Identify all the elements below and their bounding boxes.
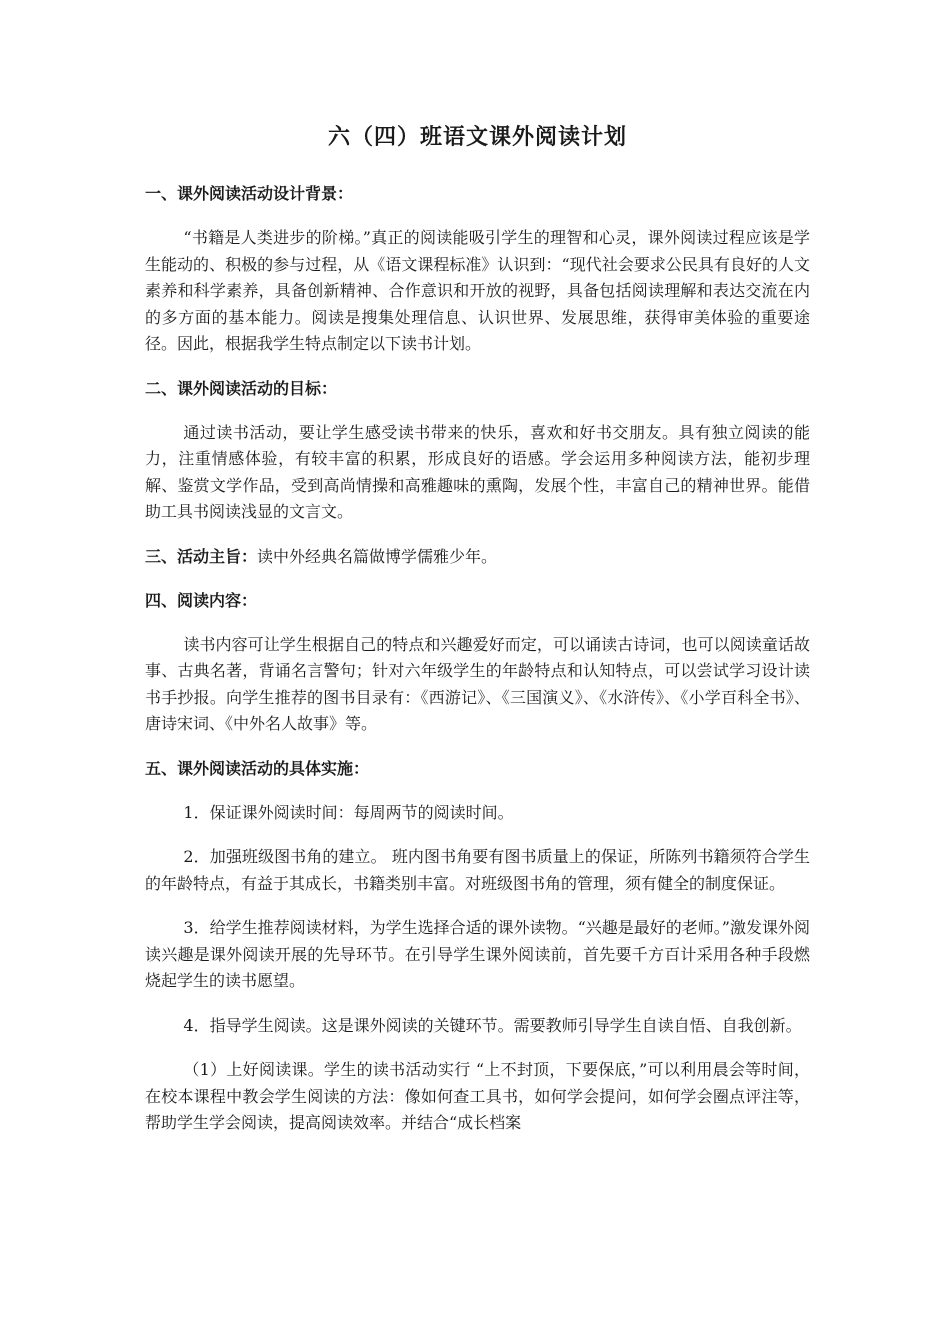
paragraph-goals: 通过读书活动，要让学生感受读书带来的快乐，喜欢和好书交朋友。具有独立阅读的能力，注重情感体验，有较丰富的积累，形成良好的语感。学会运用多种阅读方法，能初步理解、鉴赏文学作品，受到高尚情操和高雅趣味的熏陶，发展个性，丰富自己的精神世界。能借助工具书阅读浅显的文言文。 [145, 422, 810, 521]
section-heading-goals: 二、课外阅读活动的目标： [145, 378, 338, 398]
document-page [145, 120, 810, 1155]
paragraph-content: 读书内容可让学生根据自己的特点和兴趣爱好而定，可以诵读古诗词，也可以阅读童话故事、古典名著，背诵名言警句；针对六年级学生的年龄特点和认知特点，可以尝试学习设计读书手抄报。向学生推荐的图书目录有：《西游记》、《三国演义》、《水浒传》、《小学百科全书》、唐诗宋词、《中外名人故事》等。 [145, 634, 810, 733]
document-title: 六（四）班语文课外阅读计划 [327, 124, 627, 150]
theme-text: 读中外经典名篇做博学儒雅少年。 [257, 546, 498, 566]
section-heading-theme: 三、活动主旨： [145, 546, 258, 566]
section-heading-implementation: 五、课外阅读活动的具体实施： [145, 758, 370, 778]
section-heading-background: 一、课外阅读活动设计背景： [145, 184, 354, 203]
paragraph-background: “书籍是人类进步的阶梯。”真正的阅读能吸引学生的理智和心灵，课外阅读过程应该是学生能动的、积极的参与过程，从《语文课程标准》认识到：“现代社会要求公民具有良好的人文素养和科学素养，具备创新精神、合作意识和开放的视野，具备包括阅读理解和表达交流在内的多方面的基本能力。阅读是搜集处理信息、认识世界、发展思维，获得审美体验的重要途径。因此，根据我学生特点制定以下读书计划。 [145, 228, 810, 353]
implementation-item-3: 3．给学生推荐阅读材料，为学生选择合适的课外读物。“兴趣是最好的老师。”激发课外阅读兴趣是课外阅读开展的先导环节。在引导学生课外阅读前，首先要千方百计采用各种手段燃烧起学生的读书愿望。 [145, 918, 810, 990]
implementation-item-1: 1．保证课外阅读时间：每周两节的阅读时间。 [183, 802, 514, 822]
implementation-item-2: 2．加强班级图书角的建立。 班内图书角要有图书质量上的保证，所陈列书籍须符合学生的年龄特点，有益于其成长，书籍类别丰富。对班级图书角的管理，须有健全的制度保证。 [145, 847, 810, 893]
implementation-item-4: 4．指导学生阅读。这是课外阅读的关键环节。需要教师引导学生自读自悟、自我创新。 [183, 1015, 802, 1035]
implementation-item-4-1: （1）上好阅读课。学生的读书活动实行 “上不封顶，下要保底，”可以利用晨会等时间，在校本课程中教会学生阅读的方法：像如何查工具书，如何学会提问，如何学会圈点评注等，帮助学生学会阅读，提高阅读效率。并结合“成长档案 [145, 1060, 810, 1132]
section-theme [145, 544, 810, 570]
section-heading-content: 四、阅读内容： [145, 590, 258, 610]
